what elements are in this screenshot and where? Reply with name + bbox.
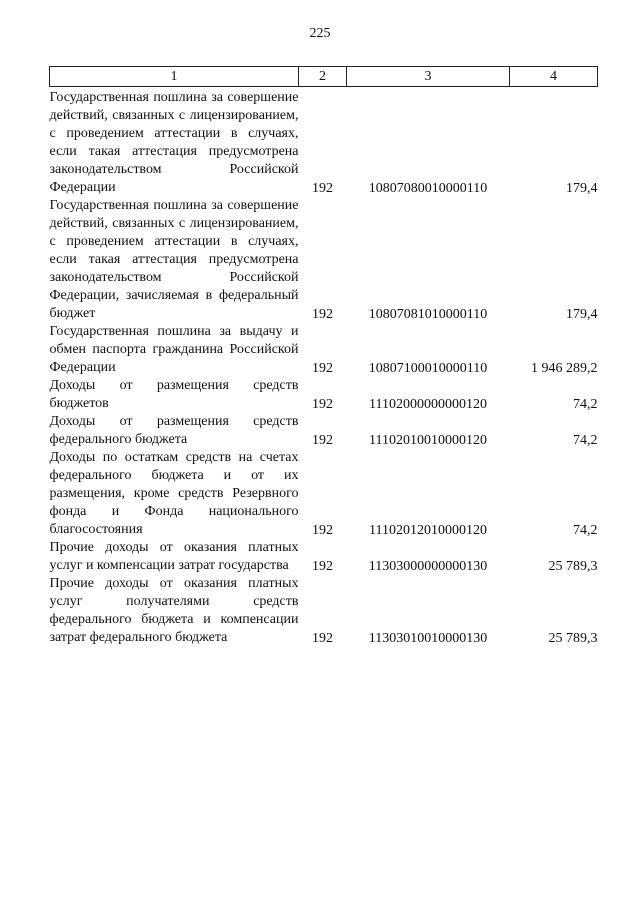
header-col-4: 4 [510,67,598,87]
row-revenue-code: 11102012010000120 [369,523,487,538]
row-description: Государственная пошлина за совершение действий, связанных с лицензированием, с проведением аттестации в случаях, если такая аттестация предусмотрена законодательством Российской Федерации [49,90,299,195]
row-admin-code: 192 [312,559,333,574]
table-row [50,323,598,377]
row-admin-code: 192 [312,631,333,646]
row-amount: 179,4 [566,307,598,322]
header-row [50,67,598,87]
row-description: Доходы от размещения средств бюджетов [49,378,299,411]
header-col-2: 2 [299,67,347,87]
table-body [50,87,598,648]
row-revenue-code: 10807080010000110 [368,181,488,196]
row-amount: 74,2 [573,523,598,538]
row-admin-code: 192 [312,307,333,322]
row-revenue-code: 11303000000000130 [368,559,488,574]
table-row [50,87,598,198]
table-row [50,377,598,413]
row-revenue-code: 11102010010000120 [369,433,487,448]
table-row [50,197,598,323]
header-col-3: 3 [347,67,510,87]
row-description: Государственная пошлина за совершение действий, связанных с лицензированием, с проведением аттестации в случаях, если такая аттестация предусмотрена законодательством Российской Федерации, зачисляемая в федеральный бюджет [49,198,299,321]
row-revenue-code: 11303010010000130 [368,631,488,646]
row-amount: 74,2 [573,433,598,448]
row-description: Доходы по остаткам средств на счетах федерального бюджета и от их размещения, кроме средств Резервного фонда и Фонда национального благосостояния [49,450,299,537]
header-col-1: 1 [50,67,299,87]
row-amount: 25 789,3 [548,631,598,646]
table-row [50,449,598,539]
table-header [50,67,598,87]
table-row [50,575,598,647]
row-amount: 74,2 [573,397,598,412]
row-description: Прочие доходы от оказания платных услуг и компенсации затрат государства [49,540,299,573]
row-admin-code: 192 [312,397,333,412]
row-description: Доходы от размещения средств федерального бюджета [49,414,299,447]
page-number: 225 [309,26,331,41]
row-amount: 1 946 289,2 [531,361,598,376]
row-admin-code: 192 [312,361,333,376]
row-description: Прочие доходы от оказания платных услуг получателями средств федерального бюджета и компенсации затрат федерального бюджета [49,576,299,645]
row-revenue-code: 10807100010000110 [368,361,488,376]
row-amount: 25 789,3 [548,559,598,574]
row-revenue-code: 11102000000000120 [369,397,487,412]
row-admin-code: 192 [312,433,333,448]
revenue-table [49,66,598,647]
row-admin-code: 192 [312,181,333,196]
table-row [50,539,598,575]
row-amount: 179,4 [566,181,598,196]
row-description: Государственная пошлина за выдачу и обмен паспорта гражданина Российской Федерации [49,324,299,375]
table-row [50,413,598,449]
row-admin-code: 192 [312,523,333,538]
row-revenue-code: 10807081010000110 [368,307,488,322]
